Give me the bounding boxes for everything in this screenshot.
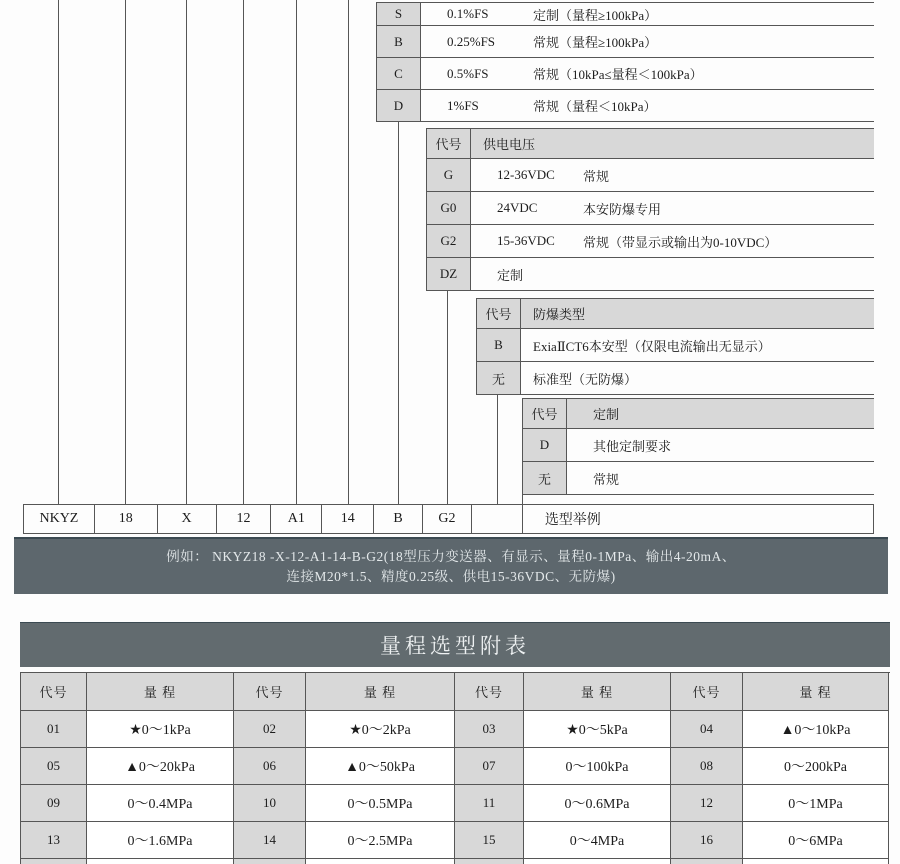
accuracy-note: 定制（量程≥100kPa） — [533, 7, 658, 23]
accuracy-value: 0.25%FS — [447, 33, 496, 49]
range-col-header: 量 程 — [306, 673, 455, 711]
code-cell: G0 — [427, 192, 471, 224]
desc-cell — [471, 159, 874, 191]
range-value-cell: 0～2.5MPa — [306, 822, 455, 859]
connector-line — [447, 291, 448, 504]
explosion-desc: ExiaⅡCT6本安型（仅限电流输出无显示） — [533, 338, 771, 354]
code-cell: 无 — [477, 362, 521, 394]
range-value-cell: 0～4MPa — [524, 822, 671, 859]
range-value-cell-partial — [743, 859, 889, 864]
range-code-cell-partial — [671, 859, 743, 864]
range-value-cell: ★0～2kPa — [306, 711, 455, 748]
code-cell: G2 — [427, 225, 471, 257]
desc-cell — [521, 329, 874, 361]
power-note: 常规（带显示或输出为0-10VDC） — [583, 234, 778, 250]
custom-desc: 其他定制要求 — [593, 438, 672, 454]
desc-cell — [567, 429, 874, 461]
table-row — [377, 90, 874, 122]
desc-cell — [471, 192, 874, 224]
connector-line — [497, 395, 498, 504]
code-cell: B — [477, 329, 521, 361]
custom-desc: 常规 — [593, 471, 620, 487]
power-value: 12-36VDC — [497, 167, 555, 182]
header-label-cell — [567, 399, 874, 428]
connector-line — [398, 122, 399, 504]
range-value-cell: ▲0～20kPa — [87, 748, 234, 785]
connector-line — [58, 0, 59, 504]
range-code-cell: 13 — [21, 822, 87, 859]
accuracy-value: 0.5%FS — [447, 65, 489, 81]
range-code-cell: 04 — [671, 711, 743, 748]
power-value: 15-36VDC — [497, 233, 555, 248]
range-col-header: 代号 — [455, 673, 524, 711]
range-value-cell: 0～0.4MPa — [87, 785, 234, 822]
range-value-cell: 0～0.5MPa — [306, 785, 455, 822]
code-cell: 无 — [523, 462, 567, 494]
table-row — [477, 362, 874, 395]
table-header-row — [427, 129, 874, 159]
desc-cell — [421, 3, 874, 25]
model-code-cell: B — [374, 505, 423, 533]
range-code-cell: 15 — [455, 822, 524, 859]
table-row — [427, 192, 874, 225]
model-number-row — [23, 504, 874, 534]
range-code-cell: 06 — [234, 748, 306, 785]
model-code-cell: 14 — [322, 505, 374, 533]
selection-example-label-cell: 选型举例 — [544, 513, 601, 528]
range-code-cell: 09 — [21, 785, 87, 822]
range-value-cell: 0～100kPa — [524, 748, 671, 785]
range-value-cell: ▲0～10kPa — [743, 711, 889, 748]
accuracy-note: 常规（量程≥100kPa） — [533, 35, 658, 50]
connector-line — [522, 495, 523, 504]
desc-cell — [567, 462, 874, 494]
range-table-title: 量程选型附表 — [20, 622, 890, 667]
code-cell: C — [377, 58, 421, 89]
range-code-cell: 16 — [671, 822, 743, 859]
table-row — [523, 462, 874, 495]
range-code-cell: 10 — [234, 785, 306, 822]
power-note: 常规 — [583, 168, 610, 184]
model-code-cell: 12 — [217, 505, 272, 533]
range-value-cell: 0～6MPa — [743, 822, 889, 859]
range-code-cell-partial — [234, 859, 306, 864]
code-cell: D — [377, 90, 421, 121]
desc-cell — [471, 258, 874, 290]
desc-cell — [421, 90, 874, 121]
explosion-desc: 标准型（无防爆） — [533, 371, 638, 387]
range-code-cell: 05 — [21, 748, 87, 785]
table-row — [377, 3, 874, 26]
desc-cell — [421, 26, 874, 57]
range-value-cell: ▲0～50kPa — [306, 748, 455, 785]
range-col-header: 代号 — [21, 673, 87, 711]
range-code-cell: 11 — [455, 785, 524, 822]
model-code-cell: X — [158, 505, 217, 533]
range-code-cell: 12 — [671, 785, 743, 822]
table-row — [427, 258, 874, 291]
connector-line — [296, 0, 297, 504]
range-value-cell: ★0～1kPa — [87, 711, 234, 748]
range-value-cell: 0～0.6MPa — [524, 785, 671, 822]
model-code-cell — [472, 505, 523, 533]
explosion-header-label: 防爆类型 — [533, 307, 586, 322]
range-value-cell: 0～1MPa — [743, 785, 889, 822]
range-col-header: 量 程 — [524, 673, 671, 711]
custom-header-label: 定制 — [593, 407, 620, 422]
connector-line — [186, 0, 187, 504]
range-value-cell: ★0～5kPa — [524, 711, 671, 748]
explosion-proof-code-table — [476, 298, 874, 395]
model-prefix-cell: NKYZ — [24, 505, 95, 533]
code-cell: B — [377, 26, 421, 57]
range-code-cell: 08 — [671, 748, 743, 785]
range-code-cell: 14 — [234, 822, 306, 859]
accuracy-value: 1%FS — [447, 97, 479, 113]
accuracy-note: 常规（量程＜10kPa） — [533, 99, 657, 114]
table-header-row — [477, 299, 874, 329]
range-col-header: 代号 — [671, 673, 743, 711]
table-row — [523, 429, 874, 462]
range-selection-appendix — [20, 622, 890, 864]
header-label-cell — [521, 299, 874, 328]
table-row — [477, 329, 874, 362]
connector-line — [125, 0, 126, 504]
example-line-1: 例如： NKYZ18 -X-12-A1-14-B-G2(18型压力变送器、有显示、量程0-1MPa、输出4-20mA、 — [166, 549, 736, 564]
table-row — [377, 58, 874, 90]
range-code-cell: 02 — [234, 711, 306, 748]
range-col-header: 代号 — [234, 673, 306, 711]
customization-code-table — [522, 398, 874, 495]
table-header-row — [523, 399, 874, 429]
code-cell: DZ — [427, 258, 471, 290]
example-line-2: 连接M20*1.5、精度0.25级、供电15-36VDC、无防爆) — [286, 569, 616, 584]
range-code-cell: 07 — [455, 748, 524, 785]
range-value-cell-partial — [524, 859, 671, 864]
range-code-cell: 03 — [455, 711, 524, 748]
code-cell: G — [427, 159, 471, 191]
table-row — [427, 159, 874, 192]
desc-cell — [421, 58, 874, 89]
power-supply-code-table — [426, 128, 874, 291]
range-value-cell-partial — [306, 859, 455, 864]
desc-cell — [521, 362, 874, 394]
code-header-cell: 代号 — [477, 299, 521, 328]
code-cell: D — [523, 429, 567, 461]
range-value-cell-partial — [87, 859, 234, 864]
model-code-cell: A1 — [271, 505, 322, 533]
range-code-cell: 01 — [21, 711, 87, 748]
accuracy-value: 0.1%FS — [447, 6, 489, 21]
model-code-cell: 18 — [95, 505, 158, 533]
code-header-cell: 代号 — [427, 129, 471, 158]
range-table-grid — [20, 672, 890, 864]
desc-cell — [471, 225, 874, 257]
power-value: 24VDC — [497, 200, 538, 215]
range-value-cell: 0～1.6MPa — [87, 822, 234, 859]
power-value: 定制 — [497, 267, 524, 283]
range-col-header: 量 程 — [743, 673, 889, 711]
range-code-cell-partial — [21, 859, 87, 864]
header-label-cell — [471, 129, 874, 158]
model-code-cell: G2 — [423, 505, 472, 533]
range-value-cell: 0～200kPa — [743, 748, 889, 785]
accuracy-note: 常规（10kPa≤量程＜100kPa） — [533, 67, 703, 82]
range-code-cell-partial — [455, 859, 524, 864]
code-cell: S — [377, 3, 421, 25]
range-col-header: 量 程 — [87, 673, 234, 711]
connector-line — [348, 0, 349, 504]
ordering-example-bar — [14, 537, 888, 594]
power-header-label: 供电电压 — [483, 137, 536, 152]
accuracy-code-table — [376, 2, 874, 122]
table-row — [427, 225, 874, 258]
code-header-cell: 代号 — [523, 399, 567, 428]
table-row — [377, 26, 874, 58]
power-note: 本安防爆专用 — [583, 201, 662, 217]
connector-line — [243, 0, 244, 504]
